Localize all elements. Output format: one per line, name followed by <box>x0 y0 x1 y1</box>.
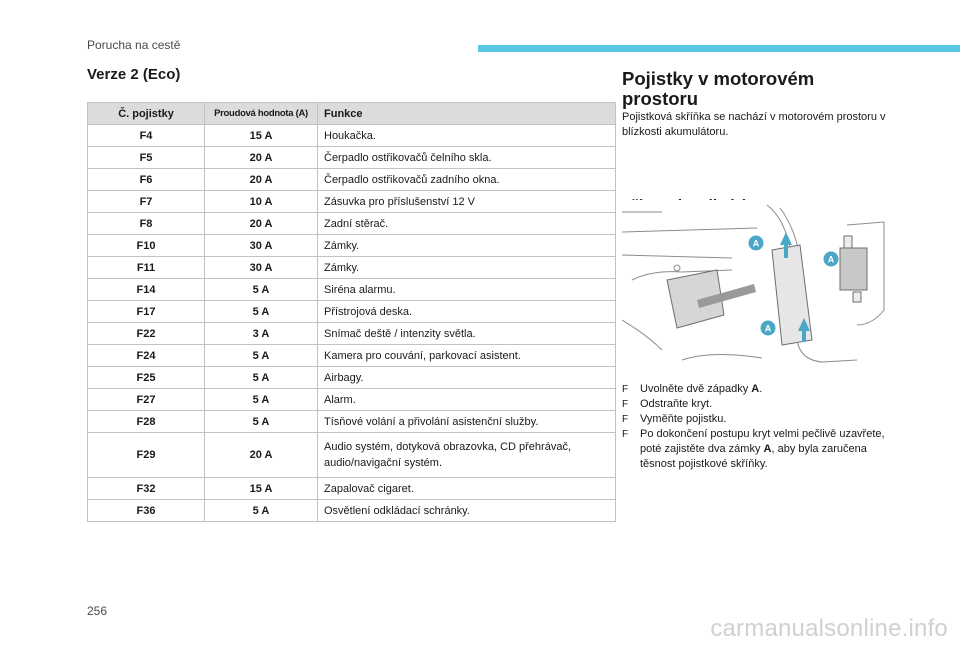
col-header-function: Funkce <box>318 103 616 125</box>
fuse-number-cell: F17 <box>88 301 205 323</box>
fuse-function-cell: Zapalovač cigaret. <box>318 478 616 500</box>
version-title: Verze 2 (Eco) <box>87 66 181 83</box>
step-label-ref: A <box>763 443 772 455</box>
fuse-number-cell: F11 <box>88 257 205 279</box>
fuse-table-row <box>88 279 616 301</box>
step-text: Uvolněte dvě západky <box>640 383 752 395</box>
step-text: Vyměňte pojistku. <box>640 413 727 425</box>
fuse-current-cell: 5 A <box>205 500 318 522</box>
fuse-table-row <box>88 235 616 257</box>
fuse-current-cell: 5 A <box>205 301 318 323</box>
section-title: Pojistky v motorovém prostoru <box>622 68 815 109</box>
header-accent-bar <box>478 45 960 52</box>
fuse-number-cell: F14 <box>88 279 205 301</box>
label-a-3: A <box>764 323 772 334</box>
fuse-table-row <box>88 433 616 478</box>
instruction-step <box>622 382 892 397</box>
instruction-step <box>622 397 892 412</box>
fuse-table-body <box>88 125 616 522</box>
fuse-function-cell: Airbagy. <box>318 367 616 389</box>
step-marker-icon: F <box>622 384 629 395</box>
fuse-table-row <box>88 147 616 169</box>
fuse-table-row <box>88 411 616 433</box>
fuse-number-cell: F36 <box>88 500 205 522</box>
fuse-function-cell: Zadní stěrač. <box>318 213 616 235</box>
fuse-current-cell: 5 A <box>205 389 318 411</box>
page-number: 256 <box>87 604 108 618</box>
fuse-current-cell: 15 A <box>205 125 318 147</box>
step-marker-icon: F <box>622 429 629 440</box>
instruction-list <box>622 382 892 472</box>
fuse-table-row <box>88 301 616 323</box>
fuse-table-row <box>88 125 616 147</box>
col-header-current: Proudová hodnota (A) <box>205 103 318 125</box>
step-marker-icon: F <box>622 414 629 425</box>
fuse-current-cell: 30 A <box>205 257 318 279</box>
fuse-function-cell: Houkačka. <box>318 125 616 147</box>
fuse-current-cell: 20 A <box>205 213 318 235</box>
fuse-number-cell: F4 <box>88 125 205 147</box>
fuse-number-cell: F7 <box>88 191 205 213</box>
fuse-number-cell: F32 <box>88 478 205 500</box>
fuse-box-illustration <box>622 200 886 370</box>
fuse-table-row <box>88 345 616 367</box>
fuse-table-row <box>88 213 616 235</box>
fuse-function-cell: Přístrojová deska. <box>318 301 616 323</box>
fuse-table-row <box>88 323 616 345</box>
fuse-current-cell: 5 A <box>205 279 318 301</box>
fuse-current-cell: 30 A <box>205 235 318 257</box>
fuse-function-cell: Tísňové volání a přivolání asistenční služby. <box>318 411 616 433</box>
fuse-current-cell: 5 A <box>205 367 318 389</box>
fuse-number-cell: F29 <box>88 433 205 478</box>
label-a-2: A <box>827 254 835 265</box>
fuse-current-cell: 20 A <box>205 169 318 191</box>
fuse-current-cell: 3 A <box>205 323 318 345</box>
step-text: Po dokončení postupu kryt velmi pečlivě uzavřete, poté zajistěte dva zámky <box>640 428 885 455</box>
fuse-number-cell: F10 <box>88 235 205 257</box>
fuse-number-cell: F5 <box>88 147 205 169</box>
fuse-function-cell: Alarm. <box>318 389 616 411</box>
fuse-function-cell: Kamera pro couvání, parkovací asistent. <box>318 345 616 367</box>
fuse-table-row <box>88 257 616 279</box>
fuse-table-row <box>88 191 616 213</box>
fuse-table-row <box>88 500 616 522</box>
fuse-table <box>87 102 616 522</box>
fuse-number-cell: F24 <box>88 345 205 367</box>
fuse-number-cell: F28 <box>88 411 205 433</box>
fuse-current-cell: 5 A <box>205 411 318 433</box>
fuse-function-cell: Snímač deště / intenzity světla. <box>318 323 616 345</box>
step-text-end: , aby byla zaručena těsnost pojistkové skříňky. <box>640 443 867 470</box>
fuse-table-row <box>88 478 616 500</box>
step-label-ref: A <box>751 383 760 395</box>
fuse-table-header-row <box>88 103 616 125</box>
fuse-current-cell: 20 A <box>205 147 318 169</box>
fuse-table-row <box>88 389 616 411</box>
fuse-number-cell: F27 <box>88 389 205 411</box>
watermark: carmanualsonline.info <box>710 615 948 642</box>
fuse-function-cell: Audio systém, dotyková obrazovka, CD přehrávač, audio/navigační systém. <box>318 433 616 478</box>
section-header: Porucha na cestě <box>87 38 181 52</box>
section-description: Pojistková skříňka se nachází v motorovém prostoru v blízkosti akumulátoru. <box>622 111 886 138</box>
fuse-current-cell: 5 A <box>205 345 318 367</box>
step-text: Odstraňte kryt. <box>640 398 713 410</box>
label-a-1: A <box>752 238 760 249</box>
fuse-function-cell: Čerpadlo ostřikovačů zadního okna. <box>318 169 616 191</box>
fuse-number-cell: F8 <box>88 213 205 235</box>
fuse-function-cell: Čerpadlo ostřikovačů čelního skla. <box>318 147 616 169</box>
fuse-function-cell: Zámky. <box>318 257 616 279</box>
fuse-number-cell: F6 <box>88 169 205 191</box>
col-header-fuse-number: Č. pojistky <box>88 103 205 125</box>
fuse-table-row <box>88 169 616 191</box>
fuse-function-cell: Zásuvka pro příslušenství 12 V <box>318 191 616 213</box>
fuse-function-cell: Osvětlení odkládací schránky. <box>318 500 616 522</box>
fuse-table-row <box>88 367 616 389</box>
fuse-function-cell: Zámky. <box>318 235 616 257</box>
fuse-function-cell: Siréna alarmu. <box>318 279 616 301</box>
fuse-number-cell: F25 <box>88 367 205 389</box>
instruction-step <box>622 412 892 427</box>
fuse-current-cell: 15 A <box>205 478 318 500</box>
step-marker-icon: F <box>622 399 629 410</box>
fuse-number-cell: F22 <box>88 323 205 345</box>
fuse-current-cell: 10 A <box>205 191 318 213</box>
step-text-end: . <box>759 383 763 395</box>
fuse-current-cell: 20 A <box>205 433 318 478</box>
instruction-step <box>622 427 892 472</box>
